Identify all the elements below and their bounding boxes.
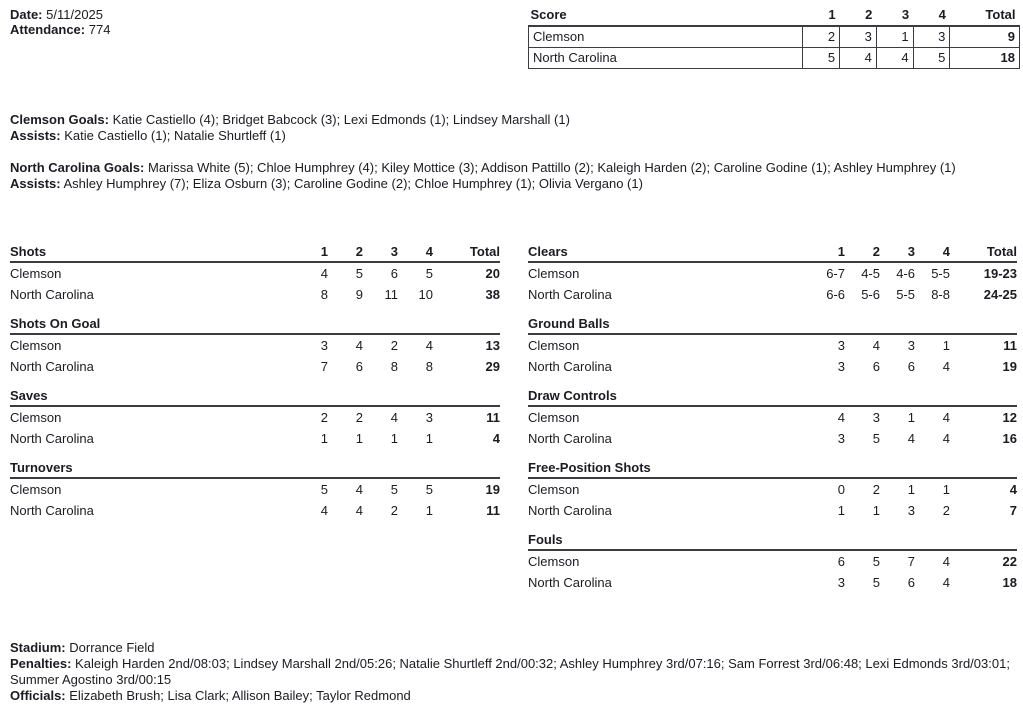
stat-value: 1 (425, 431, 433, 446)
team-name: Clemson (10, 338, 62, 353)
stat-section-shots-on-goal (10, 316, 500, 377)
column-header: 3 (390, 244, 398, 259)
stat-row (10, 479, 500, 500)
stat-value: 5 (425, 482, 433, 497)
stat-value: 4 (942, 554, 950, 569)
section-header (528, 244, 1017, 263)
stat-value: 4 (355, 503, 363, 518)
stat-value: 6 (837, 554, 845, 569)
score-team-cell: North Carolina (529, 47, 803, 68)
stat-value: 6 (907, 359, 915, 374)
stat-value: 5-6 (861, 287, 880, 302)
section-header (528, 532, 1017, 551)
score-table-container (528, 6, 1020, 69)
score-col-2: 2 (840, 6, 877, 26)
stat-value: 5 (872, 554, 880, 569)
score-table (528, 6, 1020, 69)
stat-section-clears (528, 244, 1017, 305)
stat-value: 4 (390, 410, 398, 425)
score-quarter-cell: 5 (913, 47, 950, 68)
stat-value: 4 (872, 338, 880, 353)
unc-assists-text: Ashley Humphrey (7); Eliza Osburn (3); Caroline Godine (2); Chloe Humphrey (1); Olivia Vergano (1) (63, 176, 643, 191)
stat-value: 1 (942, 338, 950, 353)
stat-value: 5 (320, 482, 328, 497)
stat-value: 8-8 (931, 287, 950, 302)
officials-text: Elizabeth Brush; Lisa Clark; Allison Bailey; Taylor Redmond (69, 688, 411, 703)
score-table-body (529, 26, 1020, 68)
stat-row (528, 428, 1017, 449)
date-line (10, 7, 110, 22)
stadium-value: Dorrance Field (69, 640, 155, 655)
section-title: Turnovers (10, 460, 73, 475)
stat-value: 6 (907, 575, 915, 590)
date-label: Date: (10, 7, 43, 22)
unc-goals-block (10, 160, 1005, 192)
stat-value: 5 (425, 266, 433, 281)
stat-section-saves (10, 388, 500, 449)
stat-row (10, 284, 500, 305)
stat-total: 4 (1009, 482, 1017, 497)
stat-value: 4 (320, 266, 328, 281)
stat-value: 5 (390, 482, 398, 497)
stat-value: 4-6 (896, 266, 915, 281)
section-header (528, 316, 1017, 335)
clemson-goals-line (10, 112, 1005, 128)
stat-value: 4 (942, 575, 950, 590)
section-header (10, 244, 500, 263)
score-row (529, 26, 1020, 47)
score-quarter-cell: 4 (840, 47, 877, 68)
stats-column-left (10, 244, 500, 532)
section-title: Ground Balls (528, 316, 610, 331)
clemson-assists-text: Katie Castiello (1); Natalie Shurtleff (1) (64, 128, 286, 143)
stat-value: 6-7 (826, 266, 845, 281)
team-name: North Carolina (10, 503, 94, 518)
section-header (10, 316, 500, 335)
clemson-assists-line (10, 128, 1005, 144)
attendance-line (10, 22, 110, 37)
stat-section-ground-balls (528, 316, 1017, 377)
section-title: Fouls (528, 532, 563, 547)
stat-section-shots (10, 244, 500, 305)
section-header (528, 388, 1017, 407)
column-header: Total (986, 244, 1017, 259)
stat-value: 1 (320, 431, 328, 446)
score-col-total: Total (950, 6, 1020, 26)
score-total-cell: 9 (950, 26, 1020, 47)
stat-row (528, 551, 1017, 572)
penalties-text: Kaleigh Harden 2nd/08:03; Lindsey Marshall 2nd/05:26; Natalie Shurtleff 2nd/00:32; Ashley Humphrey 3rd/07:16; Sam Forrest 3rd/06:48; Lexi Edmonds 3rd/03:01; Summer Agostino 3rd/00:15 (10, 656, 1010, 687)
team-name: Clemson (10, 266, 62, 281)
section-title: Shots (10, 244, 47, 259)
team-name: Clemson (10, 410, 62, 425)
stat-value: 3 (425, 410, 433, 425)
score-quarter-cell: 4 (876, 47, 913, 68)
stat-row (10, 356, 500, 377)
stat-total: 16 (1002, 431, 1017, 446)
stat-value: 4 (942, 431, 950, 446)
team-name: Clemson (528, 338, 580, 353)
team-name: North Carolina (10, 359, 94, 374)
section-title: Shots On Goal (10, 316, 101, 331)
stat-value: 4-5 (861, 266, 880, 281)
unc-goals-line (10, 160, 1005, 176)
score-total-cell: 18 (950, 47, 1020, 68)
stat-total: 29 (485, 359, 500, 374)
stat-value: 11 (384, 287, 398, 302)
stat-value: 4 (425, 338, 433, 353)
stat-value: 3 (320, 338, 328, 353)
score-header-row (529, 6, 1020, 26)
team-name: North Carolina (10, 287, 94, 302)
clemson-goals-block (10, 112, 1005, 144)
stat-value: 2 (320, 410, 328, 425)
stat-value: 3 (907, 503, 915, 518)
stat-value: 3 (837, 575, 845, 590)
column-header: 3 (907, 244, 915, 259)
attendance-label: Attendance: (10, 22, 86, 37)
score-quarter-cell: 3 (840, 26, 877, 47)
score-col-3: 3 (876, 6, 913, 26)
stat-total: 24-25 (983, 287, 1017, 302)
stat-value: 4 (942, 410, 950, 425)
stat-value: 1 (390, 431, 398, 446)
footer-block (10, 640, 1015, 704)
unc-goals-text: Marissa White (5); Chloe Humphrey (4); Kiley Mottice (3); Addison Pattillo (2); Kaleigh Harden (2); Caroline Godine (1); Ashley Humphrey (1) (147, 160, 956, 175)
column-header: Total (469, 244, 500, 259)
stat-value: 1 (355, 431, 363, 446)
date-value: 5/11/2025 (46, 7, 104, 22)
stat-row (528, 407, 1017, 428)
game-meta (10, 7, 110, 37)
score-col-4: 4 (913, 6, 950, 26)
stat-value: 4 (320, 503, 328, 518)
stat-value: 1 (907, 482, 915, 497)
stat-value: 3 (837, 338, 845, 353)
team-name: North Carolina (10, 431, 94, 446)
penalties-label: Penalties: (10, 656, 72, 671)
team-name: North Carolina (528, 431, 612, 446)
stat-value: 1 (837, 503, 845, 518)
team-name: North Carolina (528, 359, 612, 374)
stat-total: 22 (1002, 554, 1017, 569)
score-quarter-cell: 5 (803, 47, 840, 68)
stat-value: 1 (425, 503, 433, 518)
stat-value: 2 (872, 482, 880, 497)
stat-value: 1 (942, 482, 950, 497)
stat-total: 13 (485, 338, 500, 353)
column-header: 2 (872, 244, 880, 259)
score-quarter-cell: 3 (913, 26, 950, 47)
score-quarter-cell: 2 (803, 26, 840, 47)
stat-total: 19 (1002, 359, 1017, 374)
column-header: 1 (320, 244, 328, 259)
stat-value: 8 (425, 359, 433, 374)
stat-value: 2 (390, 338, 398, 353)
clemson-assists-label: Assists: (10, 128, 61, 143)
stat-total: 19 (485, 482, 500, 497)
stadium-line (10, 640, 1015, 656)
stat-value: 2 (355, 410, 363, 425)
stat-total: 20 (485, 266, 500, 281)
team-name: Clemson (528, 554, 580, 569)
stat-value: 6 (390, 266, 398, 281)
stat-row (528, 335, 1017, 356)
stat-row (10, 263, 500, 284)
section-header (528, 460, 1017, 479)
stat-row (528, 263, 1017, 284)
team-name: Clemson (528, 410, 580, 425)
stat-value: 1 (907, 410, 915, 425)
stat-row (10, 407, 500, 428)
stat-value: 3 (907, 338, 915, 353)
team-name: North Carolina (528, 503, 612, 518)
stat-row (528, 479, 1017, 500)
team-name: North Carolina (528, 287, 612, 302)
stat-section-free-position-shots (528, 460, 1017, 521)
clemson-goals-text: Katie Castiello (4); Bridget Babcock (3); Lexi Edmonds (1); Lindsey Marshall (1) (112, 112, 570, 127)
stat-section-turnovers (10, 460, 500, 521)
stat-row (10, 335, 500, 356)
stadium-label: Stadium: (10, 640, 66, 655)
stat-value: 7 (907, 554, 915, 569)
stat-value: 8 (320, 287, 328, 302)
stat-value: 5 (872, 431, 880, 446)
stat-total: 12 (1002, 410, 1017, 425)
clemson-goals-label: Clemson Goals: (10, 112, 109, 127)
stat-value: 8 (390, 359, 398, 374)
stat-value: 4 (907, 431, 915, 446)
stat-value: 4 (837, 410, 845, 425)
stat-section-draw-controls (528, 388, 1017, 449)
section-header (10, 460, 500, 479)
section-title: Saves (10, 388, 48, 403)
team-name: Clemson (528, 266, 580, 281)
stat-total: 18 (1002, 575, 1017, 590)
team-name: North Carolina (528, 575, 612, 590)
stat-row (528, 500, 1017, 521)
officials-line (10, 688, 1015, 704)
stat-value: 0 (837, 482, 845, 497)
stat-total: 11 (486, 410, 500, 425)
stat-value: 5 (355, 266, 363, 281)
column-header: 4 (942, 244, 950, 259)
stat-value: 6 (872, 359, 880, 374)
stat-value: 3 (837, 431, 845, 446)
section-title: Draw Controls (528, 388, 617, 403)
stat-value: 9 (355, 287, 363, 302)
stat-total: 11 (486, 503, 500, 518)
score-col-1: 1 (803, 6, 840, 26)
score-team-cell: Clemson (529, 26, 803, 47)
stat-total: 11 (1003, 338, 1017, 353)
stat-total: 7 (1009, 503, 1017, 518)
stat-value: 2 (942, 503, 950, 518)
column-header: 1 (837, 244, 845, 259)
stat-value: 4 (355, 338, 363, 353)
stat-value: 2 (390, 503, 398, 518)
section-header (10, 388, 500, 407)
stat-row (10, 500, 500, 521)
score-title: Score (529, 6, 803, 26)
column-header: 4 (425, 244, 433, 259)
stat-value: 3 (872, 410, 880, 425)
stat-total: 19-23 (983, 266, 1017, 281)
stat-value: 1 (872, 503, 880, 518)
team-name: Clemson (10, 482, 62, 497)
stat-value: 6-6 (826, 287, 845, 302)
stat-value: 10 (418, 287, 433, 302)
stats-column-right (528, 244, 1017, 604)
stat-value: 3 (837, 359, 845, 374)
unc-assists-label: Assists: (10, 176, 61, 191)
stat-row (10, 428, 500, 449)
stat-row (528, 356, 1017, 377)
penalties-line (10, 656, 1015, 688)
score-row (529, 47, 1020, 68)
attendance-value: 774 (88, 22, 111, 37)
stat-value: 5-5 (931, 266, 950, 281)
unc-goals-label: North Carolina Goals: (10, 160, 145, 175)
stat-value: 5-5 (896, 287, 915, 302)
officials-label: Officials: (10, 688, 66, 703)
section-title: Free-Position Shots (528, 460, 651, 475)
stat-value: 4 (355, 482, 363, 497)
stat-value: 5 (872, 575, 880, 590)
stat-row (528, 572, 1017, 593)
column-header: 2 (355, 244, 363, 259)
stat-value: 4 (942, 359, 950, 374)
stat-section-fouls (528, 532, 1017, 593)
score-quarter-cell: 1 (876, 26, 913, 47)
stat-value: 7 (320, 359, 328, 374)
stat-total: 4 (492, 431, 500, 446)
stat-value: 6 (355, 359, 363, 374)
section-title: Clears (528, 244, 568, 259)
unc-assists-line (10, 176, 1005, 192)
team-name: Clemson (528, 482, 580, 497)
stat-row (528, 284, 1017, 305)
stat-total: 38 (485, 287, 500, 302)
